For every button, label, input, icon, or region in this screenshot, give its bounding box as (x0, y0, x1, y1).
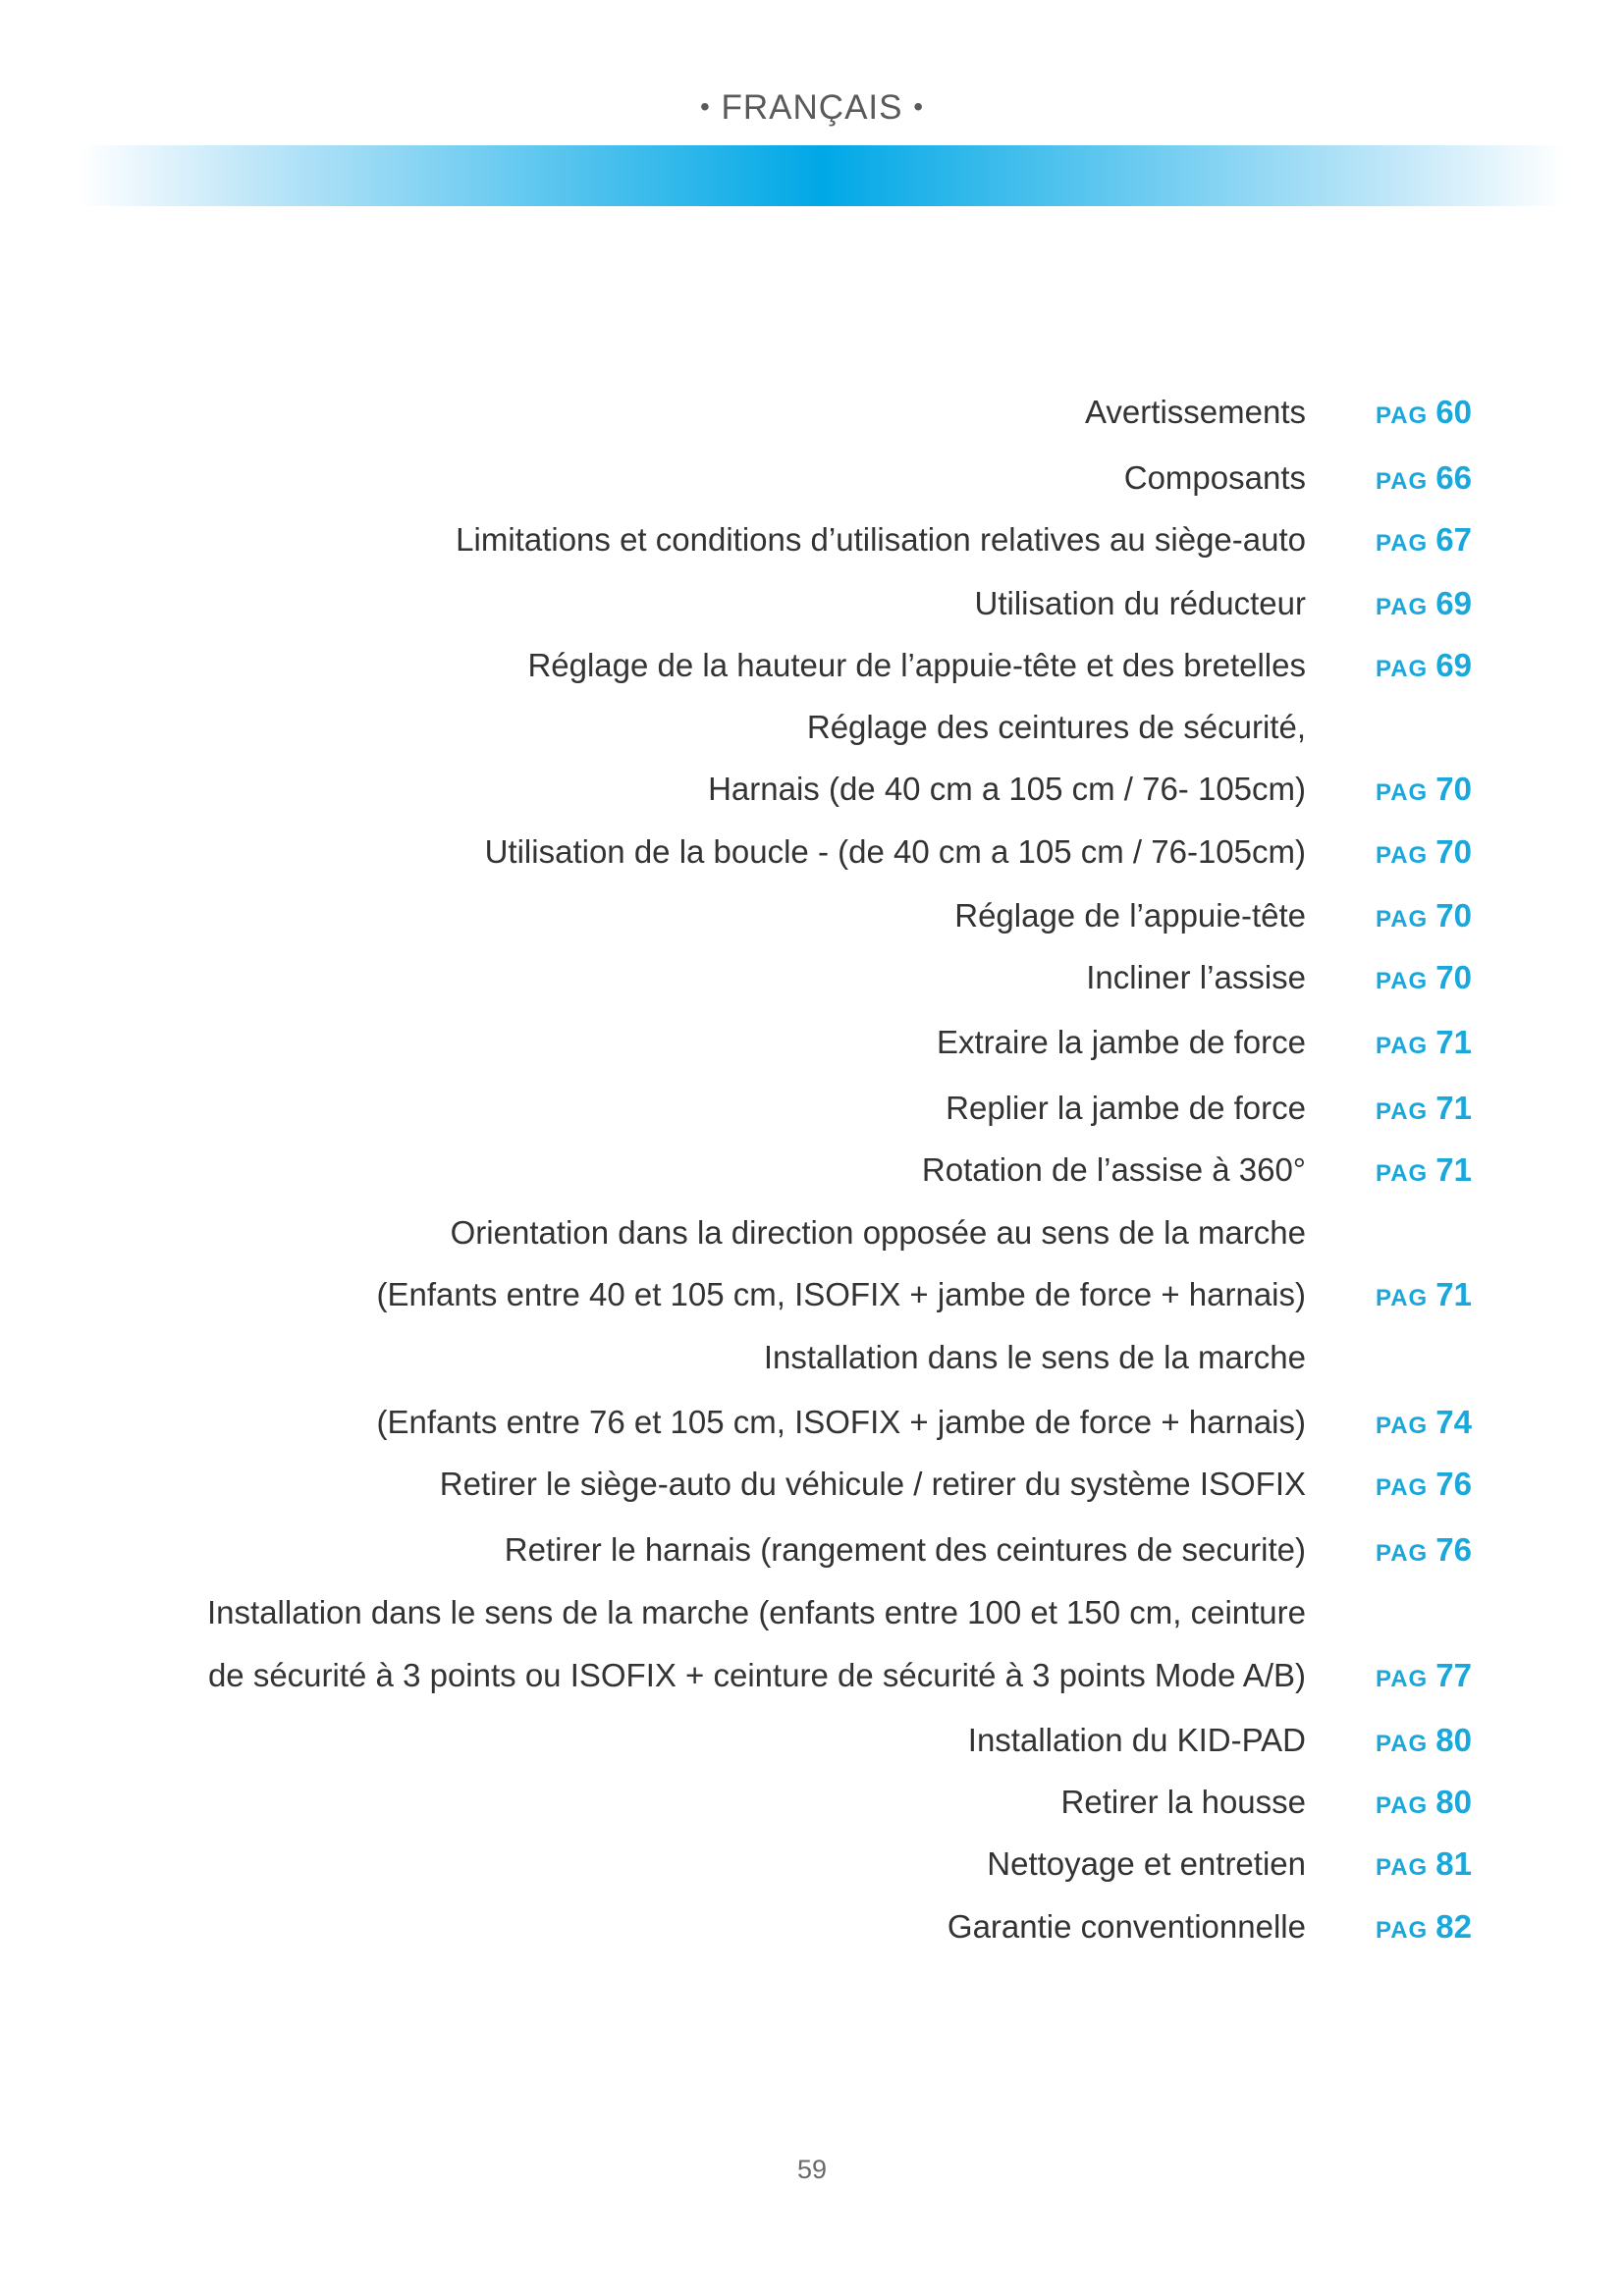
pag-label: PAG (1376, 1792, 1429, 1819)
toc-entry-title: (Enfants entre 40 et 105 cm, ISOFIX + jambe de force + harnais) (376, 1276, 1306, 1312)
bullet-right: • (913, 91, 925, 122)
toc-entry-page-ref[interactable] (1376, 1084, 1472, 1140)
pag-label: PAG (1376, 1540, 1429, 1567)
toc-entry[interactable] (0, 765, 1624, 814)
pag-label: PAG (1376, 530, 1429, 557)
toc-entry-page-ref[interactable] (1376, 1398, 1472, 1454)
page-number-ref: 67 (1435, 521, 1472, 558)
toc-entry[interactable] (0, 1840, 1624, 1889)
page-number-ref: 76 (1435, 1466, 1472, 1502)
toc-entry-title: Rotation de l’assise à 360° (921, 1151, 1306, 1188)
pag-label: PAG (1376, 779, 1429, 806)
toc-entry[interactable] (0, 1146, 1624, 1195)
toc-entry-page-ref[interactable] (1376, 953, 1472, 1009)
toc-entry[interactable] (0, 703, 1624, 752)
toc-entry-title: Harnais (de 40 cm a 105 cm / 76- 105cm) (708, 771, 1306, 807)
page-number-ref: 69 (1435, 647, 1472, 683)
toc-entry-title: Installation dans le sens de la marche (enfants entre 100 et 150 cm, ceinture (207, 1594, 1306, 1630)
toc-entry[interactable] (0, 1333, 1624, 1382)
toc-entry[interactable] (0, 1208, 1624, 1257)
toc-entry-title: Nettoyage et entretien (987, 1845, 1306, 1882)
toc-entry-page-ref[interactable] (1376, 1018, 1472, 1074)
page-number-ref: 66 (1435, 459, 1472, 496)
page-number-ref: 69 (1435, 585, 1472, 621)
bullet-left: • (699, 91, 711, 122)
toc-entry-page-ref[interactable] (1376, 1716, 1472, 1772)
page-number: 59 (796, 2155, 828, 2184)
toc-entry-title: Installation du KID-PAD (967, 1722, 1306, 1758)
pag-label: PAG (1376, 468, 1429, 495)
toc-entry[interactable] (0, 515, 1624, 564)
toc-entry-title: Limitations et conditions d’utilisation relatives au siège-auto (456, 521, 1306, 558)
toc-entry[interactable] (0, 1651, 1624, 1700)
toc-entry[interactable] (0, 454, 1624, 503)
pag-label: PAG (1376, 1854, 1429, 1881)
toc-entry-title: Incliner l’assise (1086, 959, 1306, 995)
toc-entry-title: Retirer le harnais (rangement des ceintures de securite) (504, 1531, 1306, 1568)
toc-entry-page-ref[interactable] (1376, 1840, 1472, 1896)
page-number-ref: 71 (1435, 1024, 1472, 1060)
page-number-ref: 71 (1435, 1276, 1472, 1312)
toc-entry-title: Réglage des ceintures de sécurité, (806, 709, 1306, 745)
language-title: FRANÇAIS (721, 88, 903, 127)
page-number-ref: 82 (1435, 1908, 1472, 1945)
toc-entry-title: Garantie conventionnelle (947, 1908, 1306, 1945)
toc-entry-title: Installation dans le sens de la marche (763, 1339, 1306, 1375)
toc-entry[interactable] (0, 641, 1624, 690)
toc-entry[interactable] (0, 1460, 1624, 1509)
toc-entry-title: (Enfants entre 76 et 105 cm, ISOFIX + jambe de force + harnais) (376, 1404, 1306, 1440)
page-number-ref: 60 (1435, 394, 1472, 430)
pag-label: PAG (1376, 656, 1429, 682)
pag-label: PAG (1376, 1917, 1429, 1944)
toc-entry-title: Composants (1123, 459, 1306, 496)
page-number-ref: 74 (1435, 1404, 1472, 1440)
toc-entry-page-ref[interactable] (1376, 1525, 1472, 1581)
toc-entry[interactable] (0, 1084, 1624, 1133)
page-number-ref: 71 (1435, 1151, 1472, 1188)
page-number-ref: 71 (1435, 1090, 1472, 1126)
toc-entry-title: Extraire la jambe de force (936, 1024, 1306, 1060)
pag-label: PAG (1376, 968, 1429, 994)
pag-label: PAG (1376, 1731, 1429, 1757)
page-number-ref: 70 (1435, 771, 1472, 807)
toc-entry[interactable] (0, 1588, 1624, 1637)
toc-entry-page-ref[interactable] (1376, 579, 1472, 635)
toc-entry-page-ref[interactable] (1376, 454, 1472, 509)
toc-entry-page-ref[interactable] (1376, 1460, 1472, 1516)
toc-entry-page-ref[interactable] (1376, 828, 1472, 883)
toc-entry-title: Réglage de la hauteur de l’appuie-tête et des bretelles (527, 647, 1306, 683)
toc-entry[interactable] (0, 1902, 1624, 1951)
pag-label: PAG (1376, 1666, 1429, 1692)
pag-label: PAG (1376, 402, 1429, 429)
toc-entry[interactable] (0, 1716, 1624, 1765)
toc-entry-page-ref[interactable] (1376, 388, 1472, 444)
pag-label: PAG (1376, 1474, 1429, 1501)
pag-label: PAG (1376, 1098, 1429, 1125)
page-number-ref: 81 (1435, 1845, 1472, 1882)
toc-entry[interactable] (0, 1525, 1624, 1575)
page-number-ref: 76 (1435, 1531, 1472, 1568)
toc-entry[interactable] (0, 579, 1624, 628)
page-number-ref: 70 (1435, 959, 1472, 995)
page-number-ref: 80 (1435, 1722, 1472, 1758)
toc-entry-title: Retirer le siège-auto du véhicule / retirer du système ISOFIX (439, 1466, 1306, 1502)
toc-entry-title: de sécurité à 3 points ou ISOFIX + ceinture de sécurité à 3 points Mode A/B) (207, 1657, 1306, 1693)
toc-entry[interactable] (0, 891, 1624, 940)
page-number-ref: 70 (1435, 897, 1472, 934)
toc-entry-title: Utilisation du réducteur (974, 585, 1306, 621)
toc-entry[interactable] (0, 1398, 1624, 1447)
toc-entry-title: Orientation dans la direction opposée au sens de la marche (450, 1214, 1306, 1251)
page-number-ref: 77 (1435, 1657, 1472, 1693)
toc-entry-page-ref[interactable] (1376, 1902, 1472, 1958)
toc-entry[interactable] (0, 1018, 1624, 1067)
pag-label: PAG (1376, 1413, 1429, 1439)
pag-label: PAG (1376, 842, 1429, 869)
toc-entry-title: Avertissements (1085, 394, 1306, 430)
pag-label: PAG (1376, 594, 1429, 620)
page-number-ref: 80 (1435, 1784, 1472, 1820)
toc-entry-title: Utilisation de la boucle - (de 40 cm a 105 cm / 76-105cm) (484, 833, 1306, 870)
toc-entry-page-ref[interactable] (1376, 765, 1472, 821)
toc-entry-page-ref[interactable] (1376, 1778, 1472, 1834)
pag-label: PAG (1376, 1160, 1429, 1187)
toc-entry[interactable] (0, 828, 1624, 877)
toc-entry[interactable] (0, 388, 1624, 437)
toc-entry-title: Replier la jambe de force (946, 1090, 1306, 1126)
page-number-ref: 70 (1435, 833, 1472, 870)
pag-label: PAG (1376, 1033, 1429, 1059)
toc-entry-title: Réglage de l’appuie-tête (954, 897, 1306, 934)
toc-entry-title: Retirer la housse (1060, 1784, 1306, 1820)
toc-entry-page-ref[interactable] (1376, 641, 1472, 697)
toc-entry-page-ref[interactable] (1376, 891, 1472, 947)
toc-entry-page-ref[interactable] (1376, 515, 1472, 571)
pag-label: PAG (1376, 1285, 1429, 1311)
toc-entry[interactable] (0, 1270, 1624, 1319)
toc-entry[interactable] (0, 1778, 1624, 1827)
toc-entry-page-ref[interactable] (1376, 1146, 1472, 1201)
pag-label: PAG (1376, 906, 1429, 933)
toc-entry-page-ref[interactable] (1376, 1270, 1472, 1326)
toc-entry-page-ref[interactable] (1376, 1651, 1472, 1707)
toc-entry[interactable] (0, 953, 1624, 1002)
